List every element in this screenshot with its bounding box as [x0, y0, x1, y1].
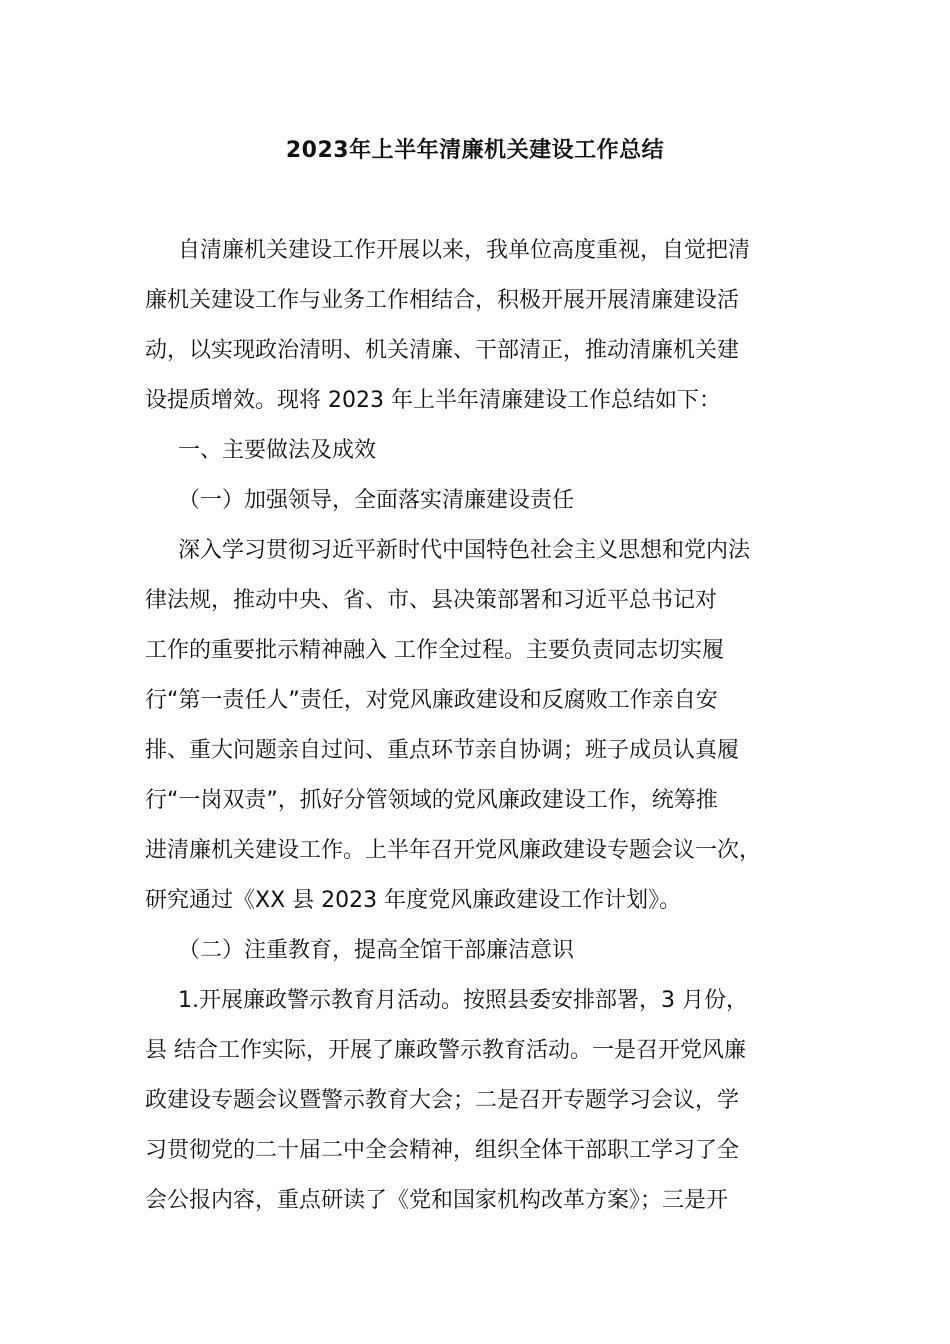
- paragraph-line: 自清廉机关建设工作开展以来，我单位高度重视，自觉把清: [178, 238, 751, 263]
- paragraph-line: 工作的重要批示精神融入 工作全过程。主要负责同志切实履: [145, 638, 724, 663]
- paragraph-line: 政建设专题会议暨警示教育大会；二是召开专题学习会议，学: [145, 1088, 740, 1113]
- paragraph-line: 习贯彻党的二十届二中全会精神，组织全体干部职工学习了全: [145, 1138, 740, 1163]
- paragraph-line: 行“第一责任人”责任，对党风廉政建设和反腐败工作亲自安: [145, 688, 718, 713]
- paragraph-line: 进清廉机关建设工作。上半年召开党风廉政建设专题会议一次，: [145, 838, 762, 863]
- paragraph-line: 研究通过《XX 县 2023 年度党风廉政建设工作计划》。: [145, 888, 682, 913]
- paragraph-line: 设提质增效。现将 2023 年上半年清廉建设工作总结如下：: [145, 388, 721, 413]
- paragraph-line: 律法规，推动中央、省、市、县决策部署和习近平总书记对: [145, 588, 718, 613]
- subsection-heading: （一）加强领导，全面落实清廉建设责任: [178, 488, 575, 513]
- paragraph-line: 1.开展廉政警示教育月活动。按照县委安排部署，3 月份，: [178, 988, 748, 1013]
- paragraph-line: 会公报内容，重点研读了《党和国家机构改革方案》；三是开: [145, 1188, 729, 1213]
- paragraph-line: 深入学习贯彻习近平新时代中国特色社会主义思想和党内法: [178, 538, 751, 563]
- paragraph-line: 动，以实现政治清明、机关清廉、干部清正，推动清廉机关建: [145, 338, 740, 363]
- subsection-heading: （二）注重教育，提高全馆干部廉洁意识: [178, 938, 575, 963]
- document-title: 2023年上半年清廉机关建设工作总结: [285, 138, 665, 163]
- paragraph-line: 行“一岗双责”，抓好分管领域的党风廉政建设工作，统筹推: [145, 788, 718, 813]
- paragraph-line: 排、重大问题亲自过问、重点环节亲自协调；班子成员认真履: [145, 738, 740, 763]
- paragraph-line: 县 结合工作实际，开展了廉政警示教育活动。一是召开党风廉: [145, 1038, 746, 1063]
- section-heading: 一、主要做法及成效: [178, 438, 377, 463]
- paragraph-line: 廉机关建设工作与业务工作相结合，积极开展开展清廉建设活: [145, 288, 740, 313]
